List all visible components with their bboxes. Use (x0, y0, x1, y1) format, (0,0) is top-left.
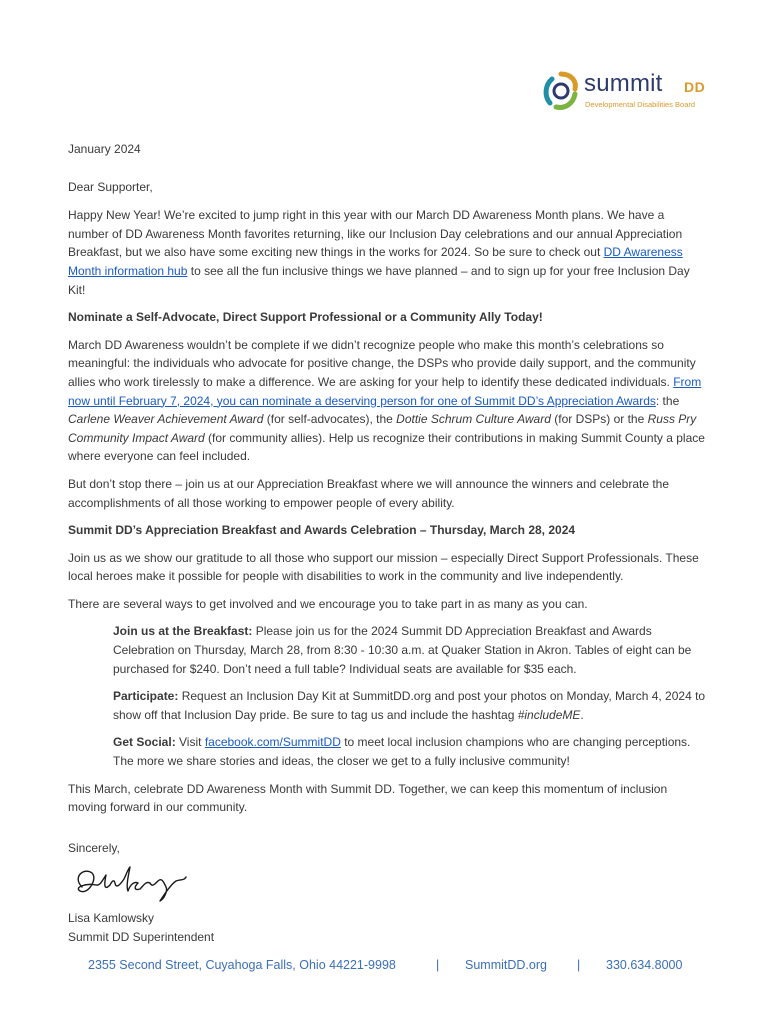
footer-phone: 330.634.8000 (606, 958, 683, 972)
nominate-text-e: (for community allies). Help us recognize their contributions in making Summit County a place where everyone can feel included. (68, 430, 705, 464)
award-name-3: Russ Pry Community Impact Award (68, 412, 697, 445)
nominate-text-b: : the (655, 393, 680, 408)
participate-item-end: . (580, 707, 584, 722)
info-hub-link[interactable]: DD Awareness Month information hub (68, 245, 683, 278)
social-item-text-b: to meet local inclusion champions who are changing perceptions. The more we share stories and ideas, the closer we get to a fully inclusive community! (113, 735, 691, 769)
award-name-1: Carlene Weaver Achievement Award (68, 412, 264, 427)
swirl-logo-icon (541, 70, 581, 112)
ways-paragraph: There are several ways to get involved and we encourage you to take part in as many as you can. (68, 596, 588, 611)
letter-date: January 2024 (68, 142, 141, 156)
signature-image (68, 861, 198, 903)
letter-body (68, 140, 708, 947)
logo-wordmark: summit (584, 70, 663, 97)
letter-greeting: Dear Supporter, (68, 179, 153, 194)
breakfast-item (113, 622, 708, 678)
participate-item-label: Participate: (113, 689, 179, 704)
signer-name: Lisa Kamlowsky (68, 911, 155, 926)
summit-dd-logo (541, 70, 721, 118)
intro-paragraph (68, 206, 708, 299)
nominate-paragraph (68, 336, 708, 466)
breakfast-heading: Summit DD’s Appreciation Breakfast and Awards Celebration – Thursday, March 28, 2024 (68, 523, 576, 538)
social-item-label: Get Social: (113, 735, 176, 750)
signer-title: Summit DD Superintendent (68, 930, 215, 944)
footer-separator-2: | (577, 958, 581, 972)
social-item-text-a: Visit (175, 735, 205, 750)
participate-item (113, 687, 708, 724)
intro-text-b: to see all the fun inclusive things we have planned – and to sign up for your free Inclusion Day Kit! (68, 263, 690, 297)
intro-text-a: Happy New Year! We’re excited to jump right in this year with our March DD Awareness Month plans. We have a number of DD Awareness Month favorites returning, like our Inclusion Day celebrations and our annual Appreciation Breakfast, but we also have some exciting new things in the works for 2024. So be sure to check out (68, 208, 683, 260)
letterhead-footer (88, 958, 698, 976)
nominate-heading: Nominate a Self-Advocate, Direct Support Professional or a Community Ally Today! (68, 310, 543, 325)
nominate-text-a: March DD Awareness wouldn’t be complete if we didn’t recognize people who make this month’s celebrations so meaningful: the individuals who advocate for positive change, the DSPs who provide daily support, and the community allies who work tirelessly to make a difference. We are asking for your help to identify these dedicated individuals. (68, 337, 696, 389)
footer-address: 2355 Second Street, Cuyahoga Falls, Ohio 44221-9998 (88, 958, 396, 972)
breakfast-item-label: Join us at the Breakfast: (113, 624, 253, 639)
logo-dd-mark: DD (684, 79, 706, 95)
award-name-2: Dottie Schrum Culture Award (396, 412, 551, 427)
participate-item-text: Request an Inclusion Day Kit at SummitDD.org and post your photos on Monday, March 4, 2024 to show off that Inclusion Day pride. Be sure to tag us and include the hashtag (113, 689, 706, 722)
nominate-text-c: (for self-advocates), the (263, 412, 397, 427)
closing-paragraph: This March, celebrate DD Awareness Month with Summit DD. Together, we can keep this momentum of inclusion moving forward in our community. (68, 781, 668, 815)
hashtag: #includeME (517, 707, 581, 722)
sign-off: Sincerely, (68, 840, 120, 855)
nominate-text-d: (for DSPs) or the (550, 412, 648, 427)
nominate-link[interactable]: From now until February 7, 2024, you can nominate a deserving person for one of Summit DD’s Appreciation Awards (68, 374, 702, 408)
breakfast-item-text: Please join us for the 2024 Summit DD Appreciation Breakfast and Awards Celebration on Thursday, March 28, from 8:30 - 10:30 a.m. at Quaker Station in Akron. Tables of eight can be purchased for $240. Don’t need a full table? Individual seats are available for $35 each. (113, 624, 692, 676)
gratitude-paragraph: Join us as we show our gratitude to all those who support our mission – especially Direct Support Professionals. These local heroes make it possible for people with disabilities to work in the community and live independently. (68, 550, 699, 584)
breakfast-invite-paragraph: But don’t stop there – join us at our Appreciation Breakfast where we will announce the winners and celebrate the accomplishments of all those working to empower people of every ability. (68, 476, 670, 510)
logo-tagline: Developmental Disabilities Board (585, 100, 696, 109)
footer-website[interactable]: SummitDD.org (465, 958, 547, 972)
facebook-link[interactable]: facebook.com/SummitDD (204, 735, 341, 750)
social-item (113, 733, 708, 770)
footer-separator-1: | (436, 958, 440, 972)
